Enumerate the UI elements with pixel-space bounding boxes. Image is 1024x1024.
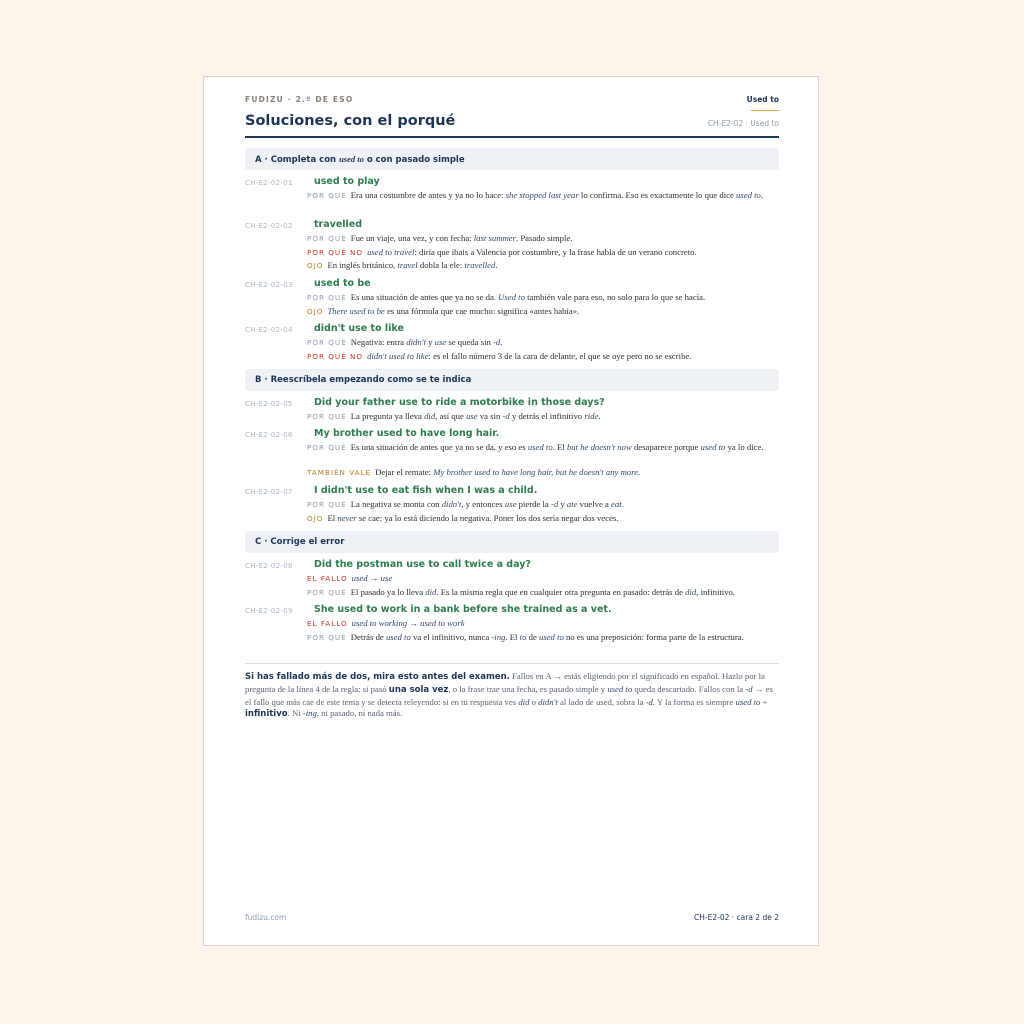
explanation-porque: POR QUÉ Fue un viaje, una vez, y con fecha: last summer. Pasado simple.	[307, 233, 573, 243]
explanation-fallo: EL FALLO used to working → used to work	[307, 618, 465, 628]
label-porque: POR QUÉ	[307, 338, 347, 347]
summary-note: Si has fallado más de dos, mira esto antes del examen. Fallos en A → estás eligiendo por el significado en español. Hazlo por la pregunta de la línea 4 de la regla: si pasó una sola vez, o la frase trae una fecha, es pasado simple y used to queda descartado. Fallos con la -d → es el fallo que más cae de este tema y se detecta releyendo: si en tu respuesta ves did o didn't al lado de used, sobra la -d. Y la forma es siempre used to + infinitivo. Ni -ing, ni pasado, ni nada más.	[245, 671, 773, 720]
label-ojo: OJO	[307, 513, 324, 523]
explanation-porque-no: POR QUÉ NO used to travel: diría que ibais a Valencia por costumbre, y la frase habla de un verano concreto.	[307, 246, 697, 257]
question-code: CH-E2-02-06	[245, 431, 293, 439]
explanation-porque: POR QUÉ Negativa: entra didn't y use se queda sin -d.	[307, 337, 503, 347]
question-code: CH-E2-02-07	[245, 488, 293, 496]
label-porque: POR QUÉ	[307, 443, 347, 452]
label-porque: POR QUÉ	[307, 500, 347, 509]
answer: travelled	[314, 219, 363, 230]
page-title: Soluciones, con el porqué	[245, 113, 456, 129]
worksheet-page	[203, 76, 819, 946]
explanation-porque: POR QUÉ Detrás de used to va el infinitivo, nunca -ing. El to de used to no es una preposición: forma parte de la estructura.	[307, 631, 744, 642]
explanation-tambien: TAMBIÉN VALE Dejar el remate: My brother used to have long hair, but he doesn't any more.	[307, 467, 641, 477]
footer-page: CH-E2-02 · cara 2 de 2	[694, 913, 779, 922]
topic-underline	[751, 110, 779, 111]
footer-site: fudizu.com	[245, 913, 287, 922]
explanation-porque: POR QUÉ La negativa se monta con didn't, y entonces use pierde la -d y ate vuelve a eat.	[307, 499, 624, 509]
topic-label: Used to	[746, 95, 779, 104]
question-code: CH-E2-02-09	[245, 607, 293, 615]
section-a-title-it: used to	[339, 154, 364, 164]
answer: used to play	[314, 176, 380, 187]
answer: Did your father use to ride a motorbike in those days?	[314, 397, 605, 408]
explanation-porque: POR QUÉ La pregunta ya lleva did, así que use va sin -d y detrás el infinitivo ride.	[307, 411, 601, 421]
answer: Did the postman use to call twice a day?	[314, 559, 531, 570]
section-b-title: B · Reescríbela empezando como se te indica	[255, 375, 472, 385]
question-code: CH-E2-02-01	[245, 179, 293, 187]
answer: didn't use to like	[314, 323, 404, 334]
section-c-header	[245, 531, 779, 553]
section-a-header	[245, 148, 779, 170]
explanation-porque: POR QUÉ Es una situación de antes que ya no se da. Used to también vale para eso, no solo para lo que se hacía.	[307, 292, 706, 302]
brand-label: FUDIZU · 2.º DE ESO	[245, 95, 354, 104]
section-a-title-post: o con pasado simple	[363, 155, 465, 165]
question-code: CH-E2-02-04	[245, 326, 293, 334]
question-code: CH-E2-02-03	[245, 281, 293, 289]
worksheet-code: CH-E2-02 · Used to	[707, 119, 779, 128]
label-porque: POR QUÉ	[307, 587, 347, 597]
explanation-porque: POR QUÉ Era una costumbre de antes y ya no lo hace: she stopped last year lo confirma. Eso es exactamente lo que dice used to.	[307, 190, 764, 200]
label-porque: POR QUÉ	[307, 632, 347, 642]
label-tambien: TAMBIÉN VALE	[307, 468, 372, 477]
answer: used to be	[314, 278, 371, 289]
explanation-ojo: OJO En inglés británico, travel dobla la ele: travelled.	[307, 260, 498, 270]
explanation-porque: POR QUÉ El pasado ya lo lleva did. Es la misma regla que en cualquier otra pregunta en pasado: detrás de did, infinitivo.	[307, 586, 736, 597]
label-porque: POR QUÉ	[307, 234, 347, 243]
explanation-porque-no: POR QUÉ NO didn't used to like: es el fallo número 3 de la cara de delante, el que se oye pero no se escribe.	[307, 350, 692, 361]
explanation-ojo: OJO There used to be es una fórmula que cae mucho: significa «antes había».	[307, 305, 580, 316]
label-porque: POR QUÉ	[307, 293, 347, 302]
section-c-title: C · Corrige el error	[255, 537, 345, 547]
label-ojo: OJO	[307, 306, 324, 316]
label-porque-no: POR QUÉ NO	[307, 247, 364, 257]
answer: My brother used to have long hair.	[314, 428, 500, 439]
explanation-porque: POR QUÉ Es una situación de antes que ya no se da, y eso es used to. El but he doesn't now desaparece porque used to ya lo dice.	[307, 442, 764, 452]
section-b-header	[245, 369, 779, 391]
answer: I didn't use to eat fish when I was a child.	[314, 485, 538, 496]
section-a-title-pre: A · Completa con	[255, 155, 340, 165]
question-code: CH-E2-02-08	[245, 562, 293, 570]
title-rule	[245, 136, 779, 138]
label-fallo: EL FALLO	[307, 574, 348, 583]
label-ojo: OJO	[307, 261, 324, 270]
label-porque: POR QUÉ	[307, 412, 347, 421]
answer: She used to work in a bank before she trained as a vet.	[314, 604, 612, 615]
explanation-fallo: EL FALLO used → use	[307, 573, 393, 583]
explanation-ojo: OJO El never se cae: ya lo está diciendo la negativa. Poner los dos sería negar dos veces.	[307, 512, 619, 523]
question-code: CH-E2-02-05	[245, 400, 293, 408]
label-porque-no: POR QUÉ NO	[307, 351, 364, 361]
label-porque: POR QUÉ	[307, 191, 347, 200]
summary-rule	[245, 663, 779, 664]
question-code: CH-E2-02-02	[245, 222, 293, 230]
label-fallo: EL FALLO	[307, 619, 348, 628]
